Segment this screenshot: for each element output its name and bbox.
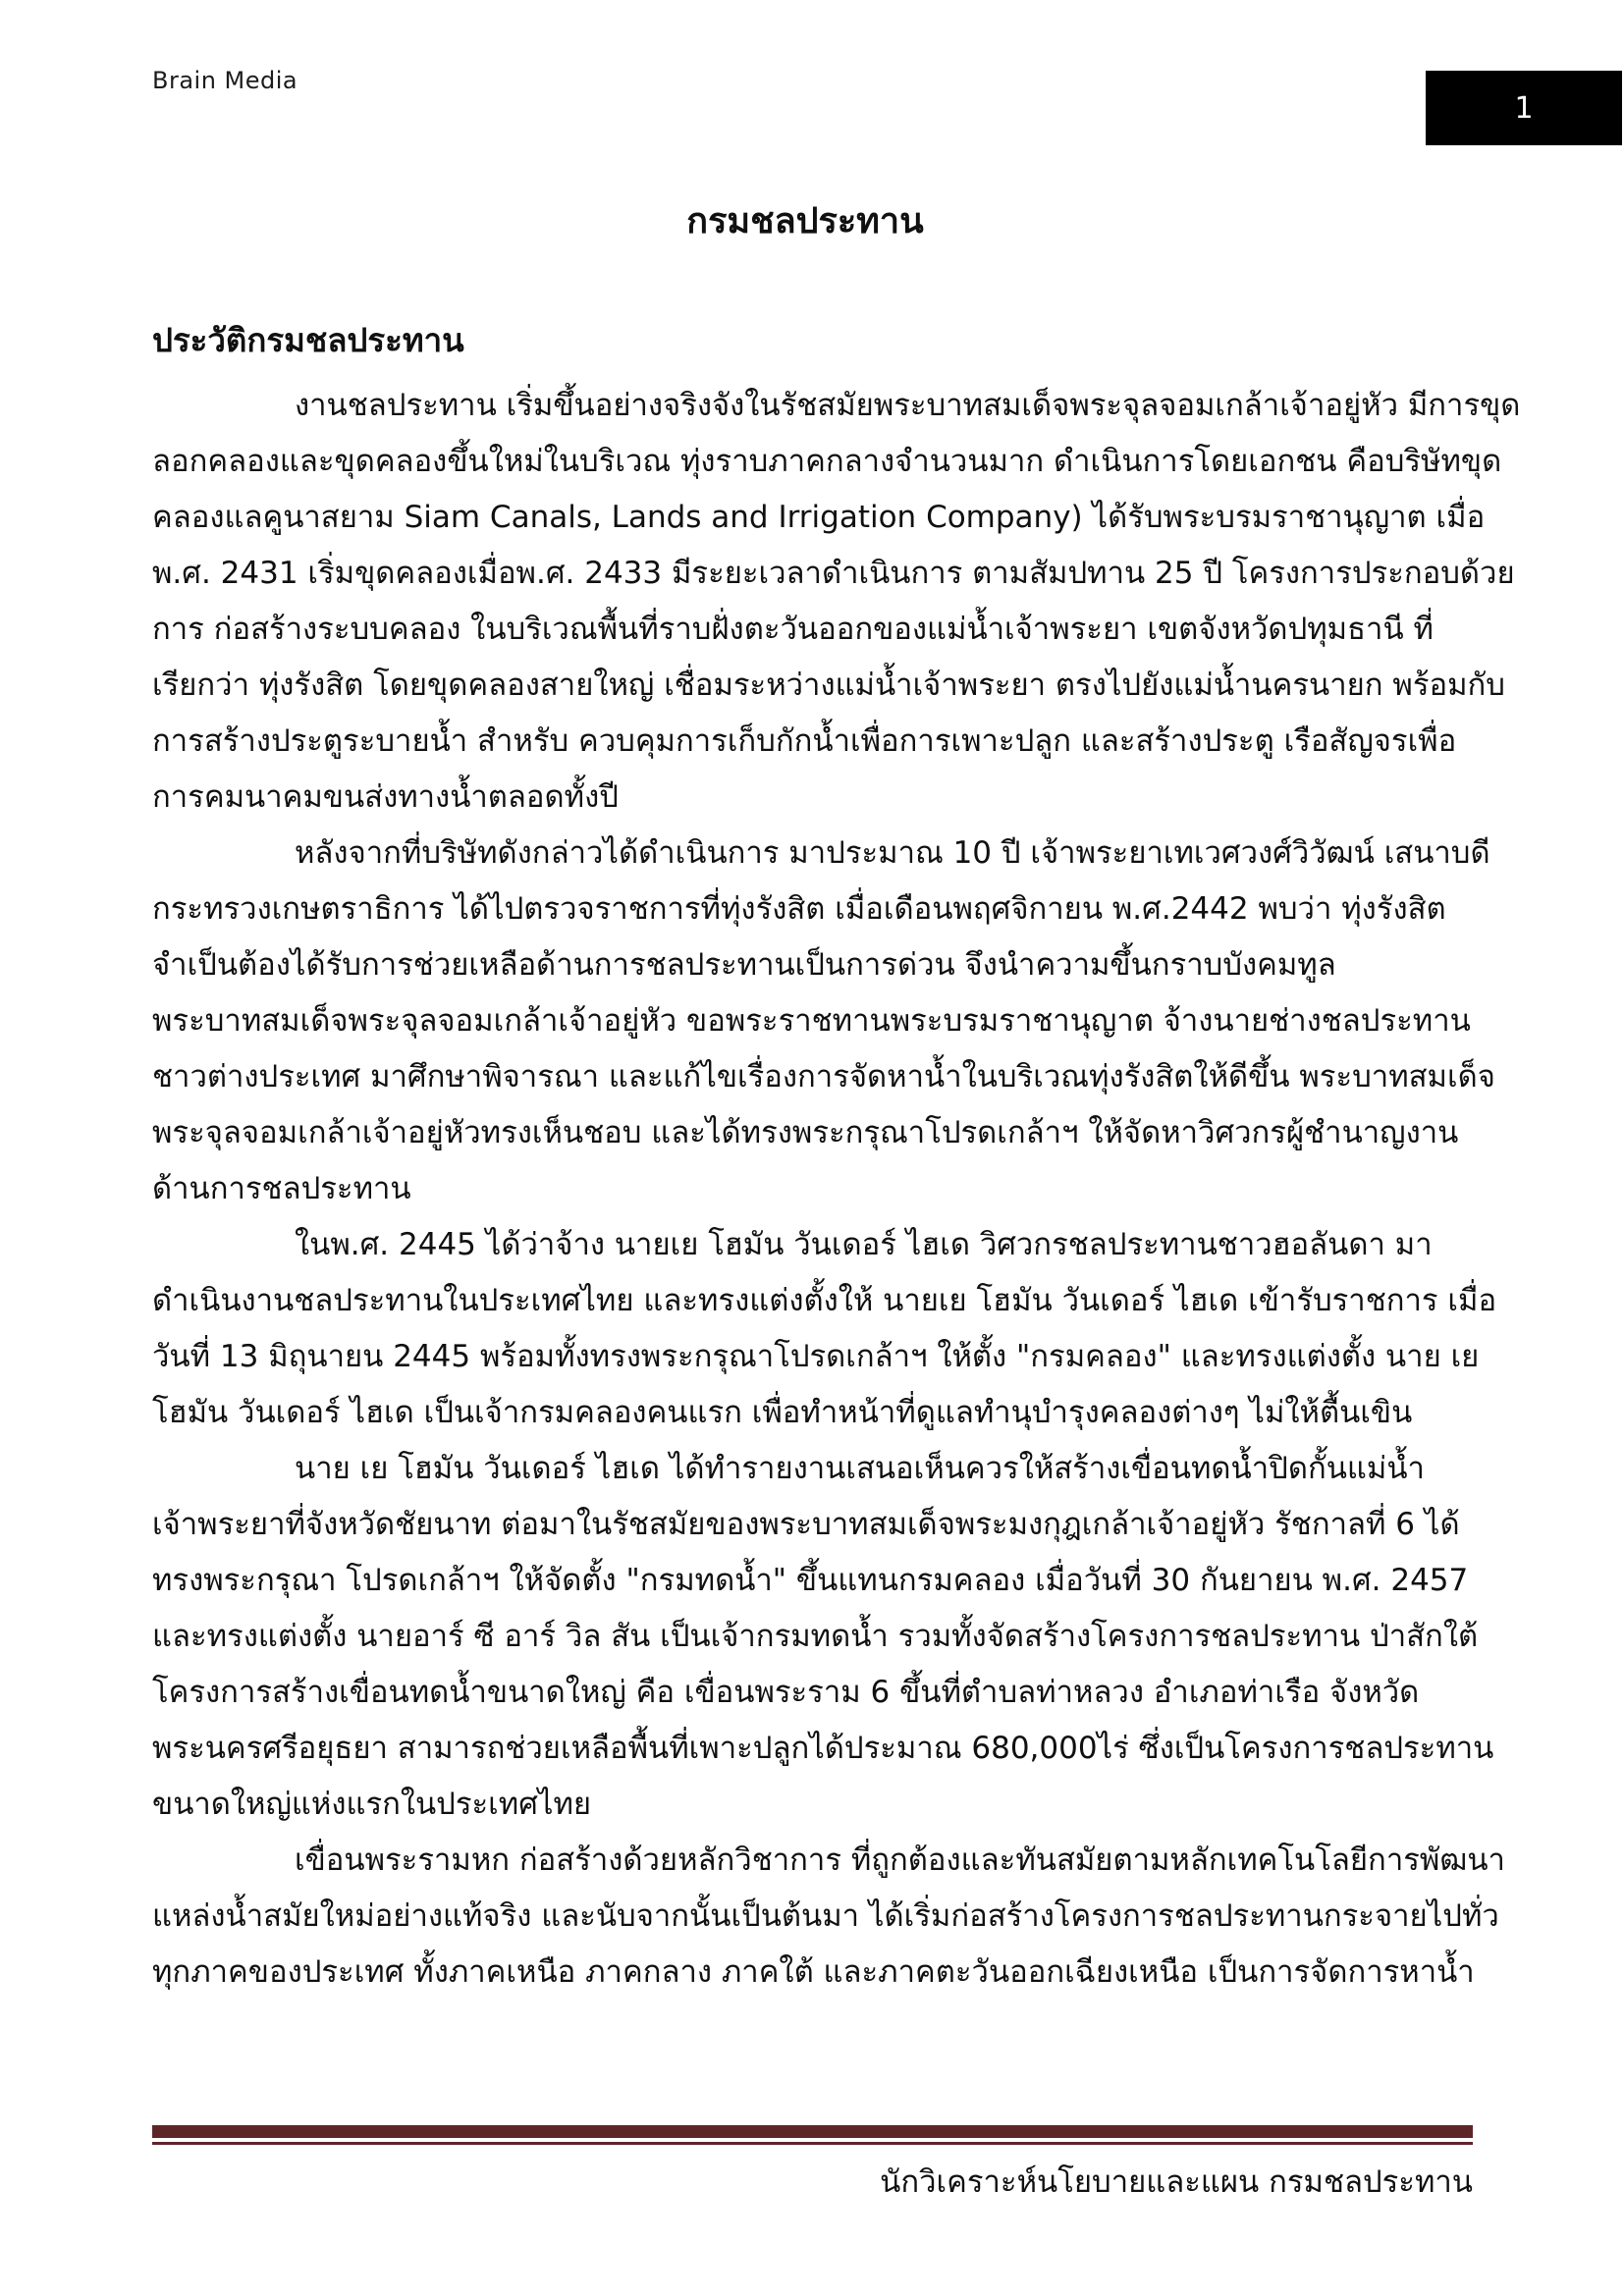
paragraph-container: [152, 378, 1521, 2001]
paragraph: [152, 1833, 1505, 2001]
text-line: ชาวต่างประเทศ มาศึกษาพิจารณา และแก้ไขเรื่องการจัดหาน้ำในบริเวณทุ่งรังสิตให้ดีขึ้น พระบาทสมเด็จ: [152, 1059, 1495, 1095]
text-line: วันที่ 13 มิถุนายน 2445 พร้อมทั้งทรงพระกรุณาโปรดเกล้าฯ ให้ตั้ง "กรมคลอง" และทรงแต่งตั้ง นาย เย: [152, 1339, 1480, 1374]
text-line: การคมนาคมขนส่งทางน้ำตลอดทั้งปี: [152, 779, 619, 815]
brand-header: Brain Media: [152, 67, 298, 94]
text-line: หลังจากที่บริษัทดังกล่าวได้ดำเนินการ มาประมาณ 10 ปี เจ้าพระยาเทเวศวงศ์วิวัฒน์ เสนาบดี: [295, 835, 1490, 871]
text-line: การสร้างประตูระบายน้ำ สำหรับ ควบคุมการเก็บกักน้ำเพื่อการเพาะปลูก และสร้างประตู เรือสัญจรเพื่อ: [152, 723, 1457, 759]
text-line: จำเป็นต้องได้รับการช่วยเหลือด้านการชลประทานเป็นการด่วน จึงนำความขึ้นกราบบังคมทูล: [152, 947, 1336, 983]
text-line: ดำเนินงานชลประทานในประเทศไทย และทรงแต่งตั้งให้ นายเย โฮมัน วันเดอร์ ไฮเด เข้ารับราชการ เมื่อ: [152, 1283, 1497, 1318]
text-line: ด้านการชลประทาน: [152, 1171, 411, 1206]
paragraph: [152, 1441, 1494, 1833]
paragraph: [152, 378, 1521, 826]
text-line: พระบาทสมเด็จพระจุลจอมเกล้าเจ้าอยู่หัว ขอพระราชทานพระบรมราชานุญาต จ้างนายช่างชลประทาน: [152, 1003, 1471, 1039]
text-line: โฮมัน วันเดอร์ ไฮเด เป็นเจ้ากรมคลองคนแรก เพื่อทำหน้าที่ดูแลทำนุบำรุงคลองต่างๆ ไม่ให้ตื้นเขิน: [152, 1395, 1413, 1430]
text-line: ลอกคลองและขุดคลองขึ้นใหม่ในบริเวณ ทุ่งราบภาคกลางจำนวนมาก ดำเนินการโดยเอกชน คือบริษัทขุด: [152, 444, 1502, 479]
document-body: [152, 314, 1521, 2001]
footer-author-text: นักวิเคราะห์นโยบายและแผน กรมชลประทาน: [880, 2164, 1473, 2200]
section-heading: ประวัติกรมชลประทาน: [152, 321, 464, 359]
text-line: คลองแลคูนาสยาม Siam Canals, Lands and Irrigation Company) ได้รับพระบรมราชานุญาต เมื่อ: [152, 500, 1486, 535]
text-line: ทุกภาคของประเทศ ทั้งภาคเหนือ ภาคกลาง ภาคใต้ และภาคตะวันออกเฉียงเหนือ เป็นการจัดการหาน้ำ: [152, 1954, 1475, 1990]
text-line: เรียกว่า ทุ่งรังสิต โดยขุดคลองสายใหญ่ เชื่อมระหว่างแม่น้ำเจ้าพระยา ตรงไปยังแม่น้ำนครนายก พร้อมกับ: [152, 667, 1505, 703]
document-title: กรมชลประทาน: [686, 201, 924, 241]
text-line: ทรงพระกรุณา โปรดเกล้าฯ ให้จัดตั้ง "กรมทดน้ำ" ขึ้นแทนกรมคลอง เมื่อวันที่ 30 กันยายน พ.ศ. 2457: [152, 1563, 1469, 1598]
text-line: ขนาดใหญ่แห่งแรกในประเทศไทย: [152, 1787, 592, 1822]
text-line: พระนครศรีอยุธยา สามารถช่วยเหลือพื้นที่เพาะปลูกได้ประมาณ 680,000ไร่ ซึ่งเป็นโครงการชลประทาน: [152, 1731, 1494, 1766]
paragraph: [152, 1217, 1497, 1441]
text-line: การ ก่อสร้างระบบคลอง ในบริเวณพื้นที่ราบฝั่งตะวันออกของแม่น้ำเจ้าพระยา เขตจังหวัดปทุมธานี ที่: [152, 612, 1434, 647]
text-line: โครงการสร้างเขื่อนทดน้ำขนาดใหญ่ คือ เขื่อนพระราม 6 ขึ้นที่ตำบลท่าหลวง อำเภอท่าเรือ จังหวัด: [152, 1675, 1420, 1710]
text-line: พ.ศ. 2431 เริ่มขุดคลองเมื่อพ.ศ. 2433 มีระยะเวลาดำเนินการ ตามสัมปทาน 25 ปี โครงการประกอบด้วย: [152, 556, 1515, 591]
page-number-box: [1426, 71, 1622, 145]
text-line: กระทรวงเกษตราธิการ ได้ไปตรวจราชการที่ทุ่งรังสิต เมื่อเดือนพฤศจิกายน พ.ศ.2442 พบว่า ทุ่งรังสิต: [152, 891, 1446, 927]
text-line: นาย เย โฮมัน วันเดอร์ ไฮเด ได้ทำรายงานเสนอเห็นควรให้สร้างเขื่อนทดน้ำปิดกั้นแม่น้ำ: [295, 1451, 1425, 1486]
text-line: ในพ.ศ. 2445 ได้ว่าจ้าง นายเย โฮมัน วันเดอร์ ไฮเด วิศวกรชลประทานชาวฮอลันดา มา: [295, 1227, 1433, 1262]
text-line: พระจุลจอมเกล้าเจ้าอยู่หัวทรงเห็นชอบ และได้ทรงพระกรุณาโปรดเกล้าฯ ให้จัดหาวิศวกรผู้ชำนาญงาน: [152, 1115, 1459, 1150]
text-line: งานชลประทาน เริ่มขึ้นอย่างจริงจังในรัชสมัยพระบาทสมเด็จพระจุลจอมเกล้าเจ้าอยู่หัว มีการขุด: [295, 388, 1521, 423]
page-number: 1: [1514, 90, 1534, 126]
paragraph: [152, 826, 1495, 1217]
text-line: และทรงแต่งตั้ง นายอาร์ ซี อาร์ วิล สัน เป็นเจ้ากรมทดน้ำ รวมทั้งจัดสร้างโครงการชลประทาน ป่าสักใต้: [152, 1619, 1479, 1654]
text-line: แหล่งน้ำสมัยใหม่อย่างแท้จริง และนับจากนั้นเป็นต้นมา ได้เริ่มก่อสร้างโครงการชลประทานกระจายไปทั่ว: [152, 1898, 1499, 1934]
text-line: เจ้าพระยาที่จังหวัดชัยนาท ต่อมาในรัชสมัยของพระบาทสมเด็จพระมงกุฎเกล้าเจ้าอยู่หัว รัชกาลที่ 6 ได้: [152, 1507, 1460, 1542]
text-line: เขื่อนพระรามหก ก่อสร้างด้วยหลักวิชาการ ที่ถูกต้องและทันสมัยตามหลักเทคโนโลยีการพัฒนา: [295, 1842, 1505, 1878]
